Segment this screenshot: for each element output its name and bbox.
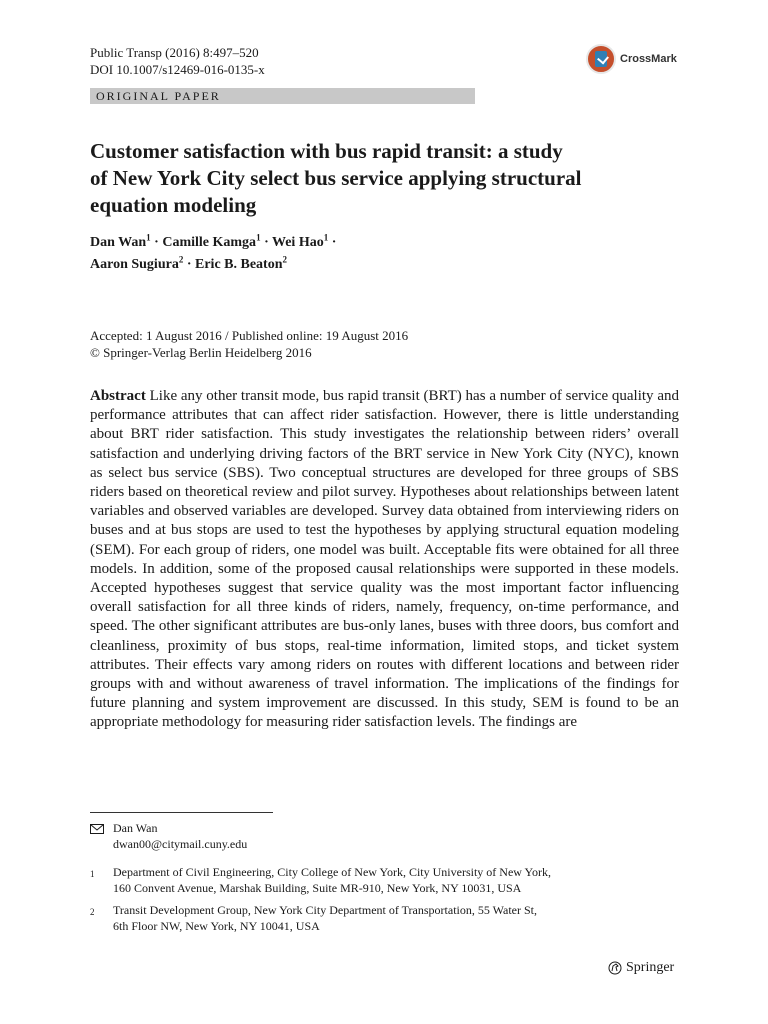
author-affiliation: 2 [282,254,287,265]
accepted-published-date: Accepted: 1 August 2016 / Published online: 19 August 2016 [90,328,409,343]
corresponding-author-email[interactable]: dwan00@citymail.cuny.edu [113,837,248,851]
author-name[interactable]: Eric B. Beaton [195,257,283,272]
abstract-text: Like any other transit mode, bus rapid transit (BRT) has a number of service quality and performance attributes that can affect rider satisfaction. However, there is little understanding about BRT rider satisfaction. This study investigates the relationship between riders’ overall satisfaction and underlying driving factors of the BRT service in New York City (NYC), known as select bus service (SBS). Two conceptual structures are developed for three groups of SBS riders based on theoretical review and pilot survey. Hypotheses about relationships between latent variables and observed variables are developed. Survey data obtained from interviewing riders on buses and at bus stops are used to test the hypotheses by applying structural equation modeling (SEM). For each group of riders, one model was built. Acceptable fits were obtained for all three models. In addition, some of the proposed causal relationships were supported in these models. Accepted hypotheses suggest that service quality was the most important factor influencing overall satisfaction for all three kinds of riders, namely, frequency, on-time performance, and speed. The other significant attributes are bus-only lanes, buses with three doors, bus comfort and cleanliness, proximity of bus stops, real-time information, limited stops, and ticket system attributes. Their effects vary among riders on routes with different locations and between rider groups with and without awareness of travel information. The implications of the findings for future planning and system improvement are discussed. In this study, SEM is found to be an appropriate methodology for measuring rider satisfaction levels. The findings are [90,388,679,731]
paper-title [90,138,690,219]
abstract [90,387,679,733]
affiliation-2 [113,902,537,934]
author-affiliation: 1 [323,232,329,243]
affiliation-1 [113,864,551,896]
publisher-name: Springer [626,960,675,975]
affiliation-number: 1 [90,869,95,879]
author-name[interactable]: Wei Hao [271,235,324,250]
title-line: Customer satisfaction with bus rapid transit: a study [90,139,563,163]
abstract-heading: Abstract [90,388,146,404]
envelope-icon [90,824,104,834]
author-separator: · [150,235,163,250]
crossmark-icon [586,44,616,74]
affiliation-line: Department of Civil Engineering, City College of New York, City University of New York, [113,865,551,879]
journal-citation: Public Transp (2016) 8:497–520 [90,45,259,60]
affiliation-line: 6th Floor NW, New York, NY 10041, USA [113,919,320,933]
affiliation-line: Transit Development Group, New York City Department of Transportation, 55 Water St, [113,903,538,917]
title-line: of New York City select bus service applying structural [90,166,582,190]
footnote-divider [90,812,273,813]
crossmark-badge[interactable] [586,42,686,76]
publisher-logo [608,960,674,976]
author-line [90,232,690,254]
author-name[interactable]: Aaron Sugiura [90,257,179,272]
article-type-bar [90,88,475,104]
corresponding-author [113,820,247,852]
springer-horse-icon [608,961,622,975]
doi[interactable]: DOI 10.1007/s12469-016-0135-x [90,62,265,77]
affiliation-line: 160 Convent Avenue, Marshak Building, Suite MR-910, New York, NY 10031, USA [113,881,522,895]
author-affiliation: 1 [146,232,151,243]
title-line: equation modeling [90,193,257,217]
author-list [90,232,690,276]
crossmark-label: CrossMark [620,53,677,65]
publication-dates [90,327,408,361]
author-affiliation: 2 [178,254,184,265]
affiliation-number: 2 [90,907,95,917]
author-affiliation: 1 [256,232,261,243]
author-separator: · [183,257,195,272]
copyright-line: © Springer-Verlag Berlin Heidelberg 2016 [90,345,312,360]
author-name[interactable]: Camille Kamga [162,235,257,250]
article-type: ORIGINAL PAPER [96,89,221,103]
journal-meta [90,44,265,78]
author-line [90,254,690,276]
author-separator: · [260,235,272,250]
author-separator: · [328,235,337,250]
author-name[interactable]: Dan Wan [90,235,147,250]
corresponding-author-name: Dan Wan [113,821,158,835]
